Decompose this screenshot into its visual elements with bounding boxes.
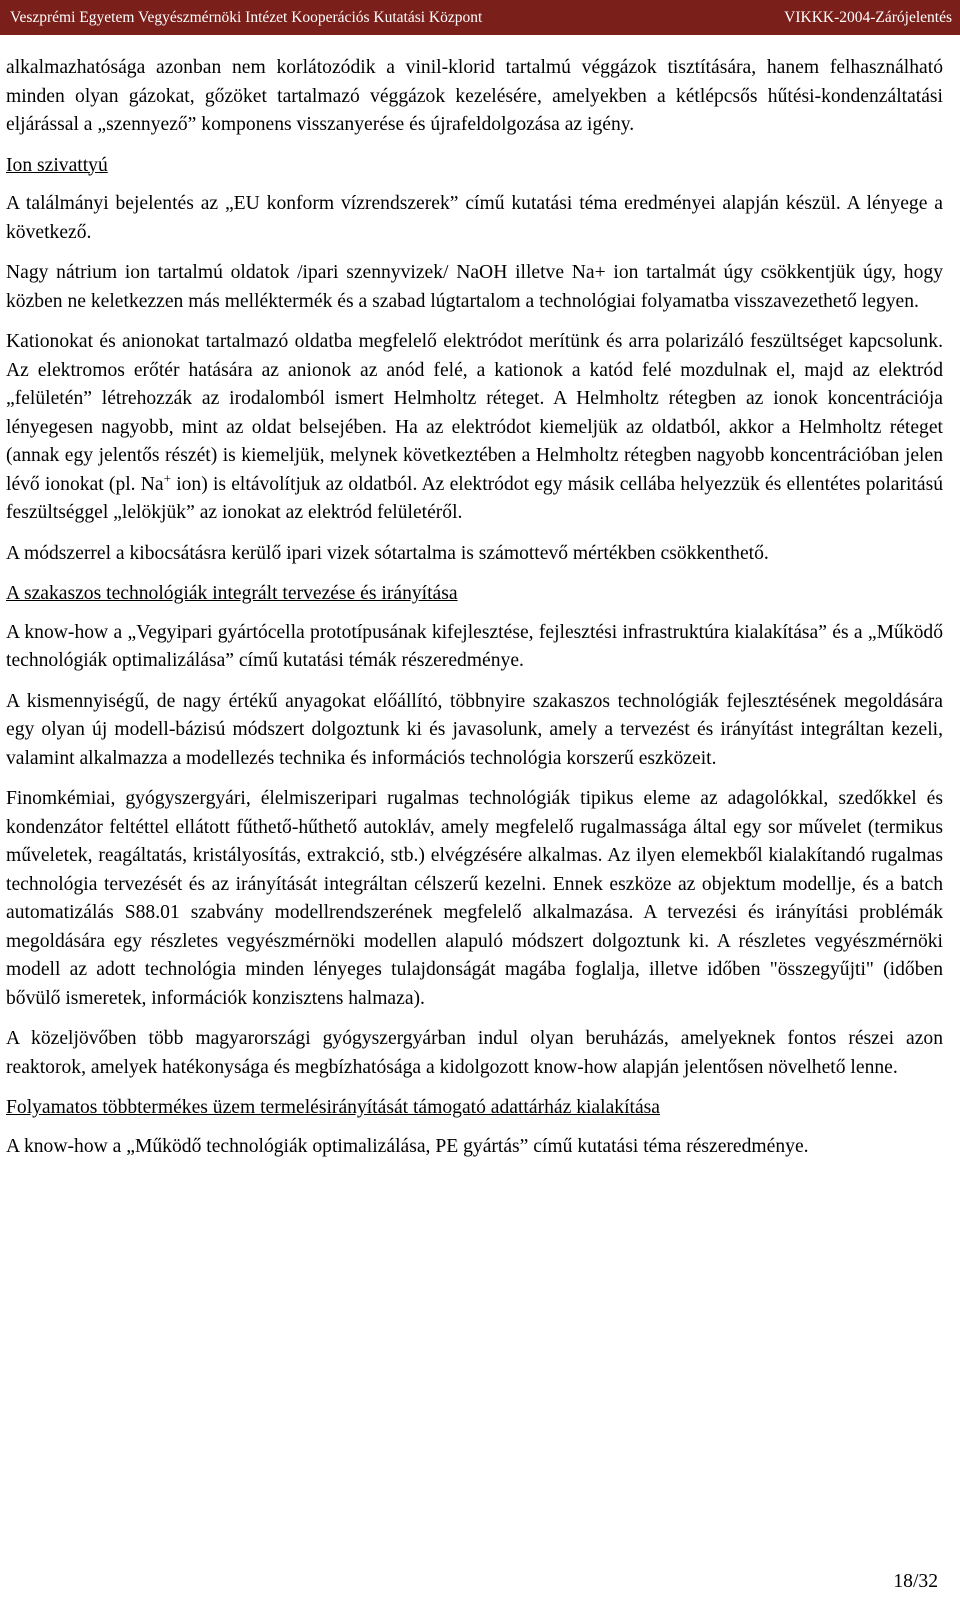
section-heading <box>6 580 943 609</box>
header-institution: Veszprémi Egyetem Vegyészmérnöki Intézet Kooperációs Kutatási Központ <box>10 8 483 26</box>
paragraph: A know-how a „Működő technológiák optimalizálása, PE gyártás” című kutatási téma részeredménye. <box>6 1135 809 1157</box>
paragraph-text: ion) is eltávolítjuk az oldatból. Az elektródot egy másik cellába helyezzük és ellentétes polaritású feszültséggel „lelökjük” az ionokat az elektród felületéről. <box>6 473 943 523</box>
paragraph: Finomkémiai, gyógyszergyári, élelmiszeripari rugalmas technológiák tipikus eleme az adagolókkal, szedőkkel és kondenzátor feltéttel ellátott fűthető-hűthető autokláv, amely megfelelő rugalmassága által egy sor művelet (termikus műveletek, reagáltatás, kristályosítás, extrakció, stb.) elvégzésére alkalmas. Az ilyen elemekből kialakítandó rugalmas technológia tervezését és az irányítását integráltan célszerű kezelni. Ennek eszköze az objektum modellje, és a batch automatizálás S88.01 szabvány modellrendszerének megfelelő alkalmazása. A tervezési és irányítási problémák megoldására egy részletes vegyészmérnöki modellen alapuló módszert dolgoztunk ki. A részletes vegyészmérnöki modell az adott technológia minden lényeges tulajdonságát magába foglalja, illetve időben "összegyűjti" (időben bővülő ismeretek, információk konzisztens halmaza). <box>6 788 943 1009</box>
paragraph <box>6 328 943 528</box>
paragraph: Nagy nátrium ion tartalmú oldatok /ipari szennyvizek/ NaOH illetve Na+ ion tartalmát úgy csökkentjük úgy, hogy közben ne keletkezzen más melléktermék és a szabad lúgtartalom a technológiai folyamatba visszavezethető legyen. <box>6 262 943 312</box>
paragraph-text: Kationokat és anionokat tartalmazó oldatba megfelelő elektródot merítünk és arra polarizáló feszültséget kapcsolunk. Az elektromos erőtér hatására az anionok az anód felé, a kationok a katód felé mozdulnak el, majd az elektród „felületén” létrehozzák az irodalomból ismert Helmholtz réteget. A Helmholtz rétegben az ionok koncentrációja lényegesen nagyobb, mint az oldat belsejében. Ha az elektródot kiemeljük az oldatból, akkor a Helmholtz réteget (annak egy jelentős részét) is kiemeljük, melynek következtében a Helmholtz rétegben nagyobb koncentrációban jelen lévő ionokat (pl. Na <box>6 331 943 495</box>
heading-batch-technologies: A szakaszos technológiák integrált tervezése és irányítása <box>6 583 458 604</box>
paragraph: alkalmazhatósága azonban nem korlátozódik a vinil-klorid tartalmú véggázok tisztítására, hanem felhasználható minden olyan gázokat, gőzöket tartalmazó véggázok kezelésére, amelyekben a kétlépcsős hűtési-kondenzáltatási eljárással a „szennyező” komponens visszanyerése és újrafeldolgozása az igény. <box>6 57 943 135</box>
section-heading <box>6 1094 943 1123</box>
page-header <box>0 0 960 35</box>
header-report-id: VIKKK-2004-Zárójelentés <box>784 8 952 26</box>
page-number: 18/32 <box>893 1571 938 1592</box>
paragraph: A know-how a „Vegyipari gyártócella prototípusának kifejlesztése, fejlesztési infrastruktúra kialakítása” és a „Működő technológiák optimalizálása” című kutatási témák részeredménye. <box>6 621 943 671</box>
document-body <box>6 54 943 1173</box>
paragraph: A módszerrel a kibocsátásra kerülő ipari vizek sótartalma is számottevő mértékben csökkenthető. <box>6 542 769 564</box>
paragraph: A kismennyiségű, de nagy értékű anyagokat előállító, többnyire szakaszos technológiák fejlesztésének megoldására egy olyan új modell-bázisú módszert dolgoztunk ki és javasolunk, amely a tervezést és irányítást integráltan kezeli, valamint alkalmazza a modellezés technika és információs technológia korszerű eszközeit. <box>6 690 943 769</box>
heading-ion-pump: Ion szivattyú <box>6 154 108 176</box>
superscript: + <box>163 469 171 485</box>
section-heading <box>6 152 943 181</box>
paragraph: A találmányi bejelentés az „EU konform vízrendszerek” című kutatási téma eredményei alapján készül. A lényege a következő. <box>6 193 943 243</box>
paragraph: A közeljövőben több magyarországi gyógyszergyárban indul olyan beruházás, amelyeknek fontos részei azon reaktorok, amelyek hatékonysága és megbízhatósága a kidolgozott know-how alapján jelentősen növelhető lenne. <box>6 1028 943 1078</box>
heading-data-warehouse: Folyamatos többtermékes üzem termelésirányítását támogató adattárház kialakítása <box>6 1097 660 1118</box>
